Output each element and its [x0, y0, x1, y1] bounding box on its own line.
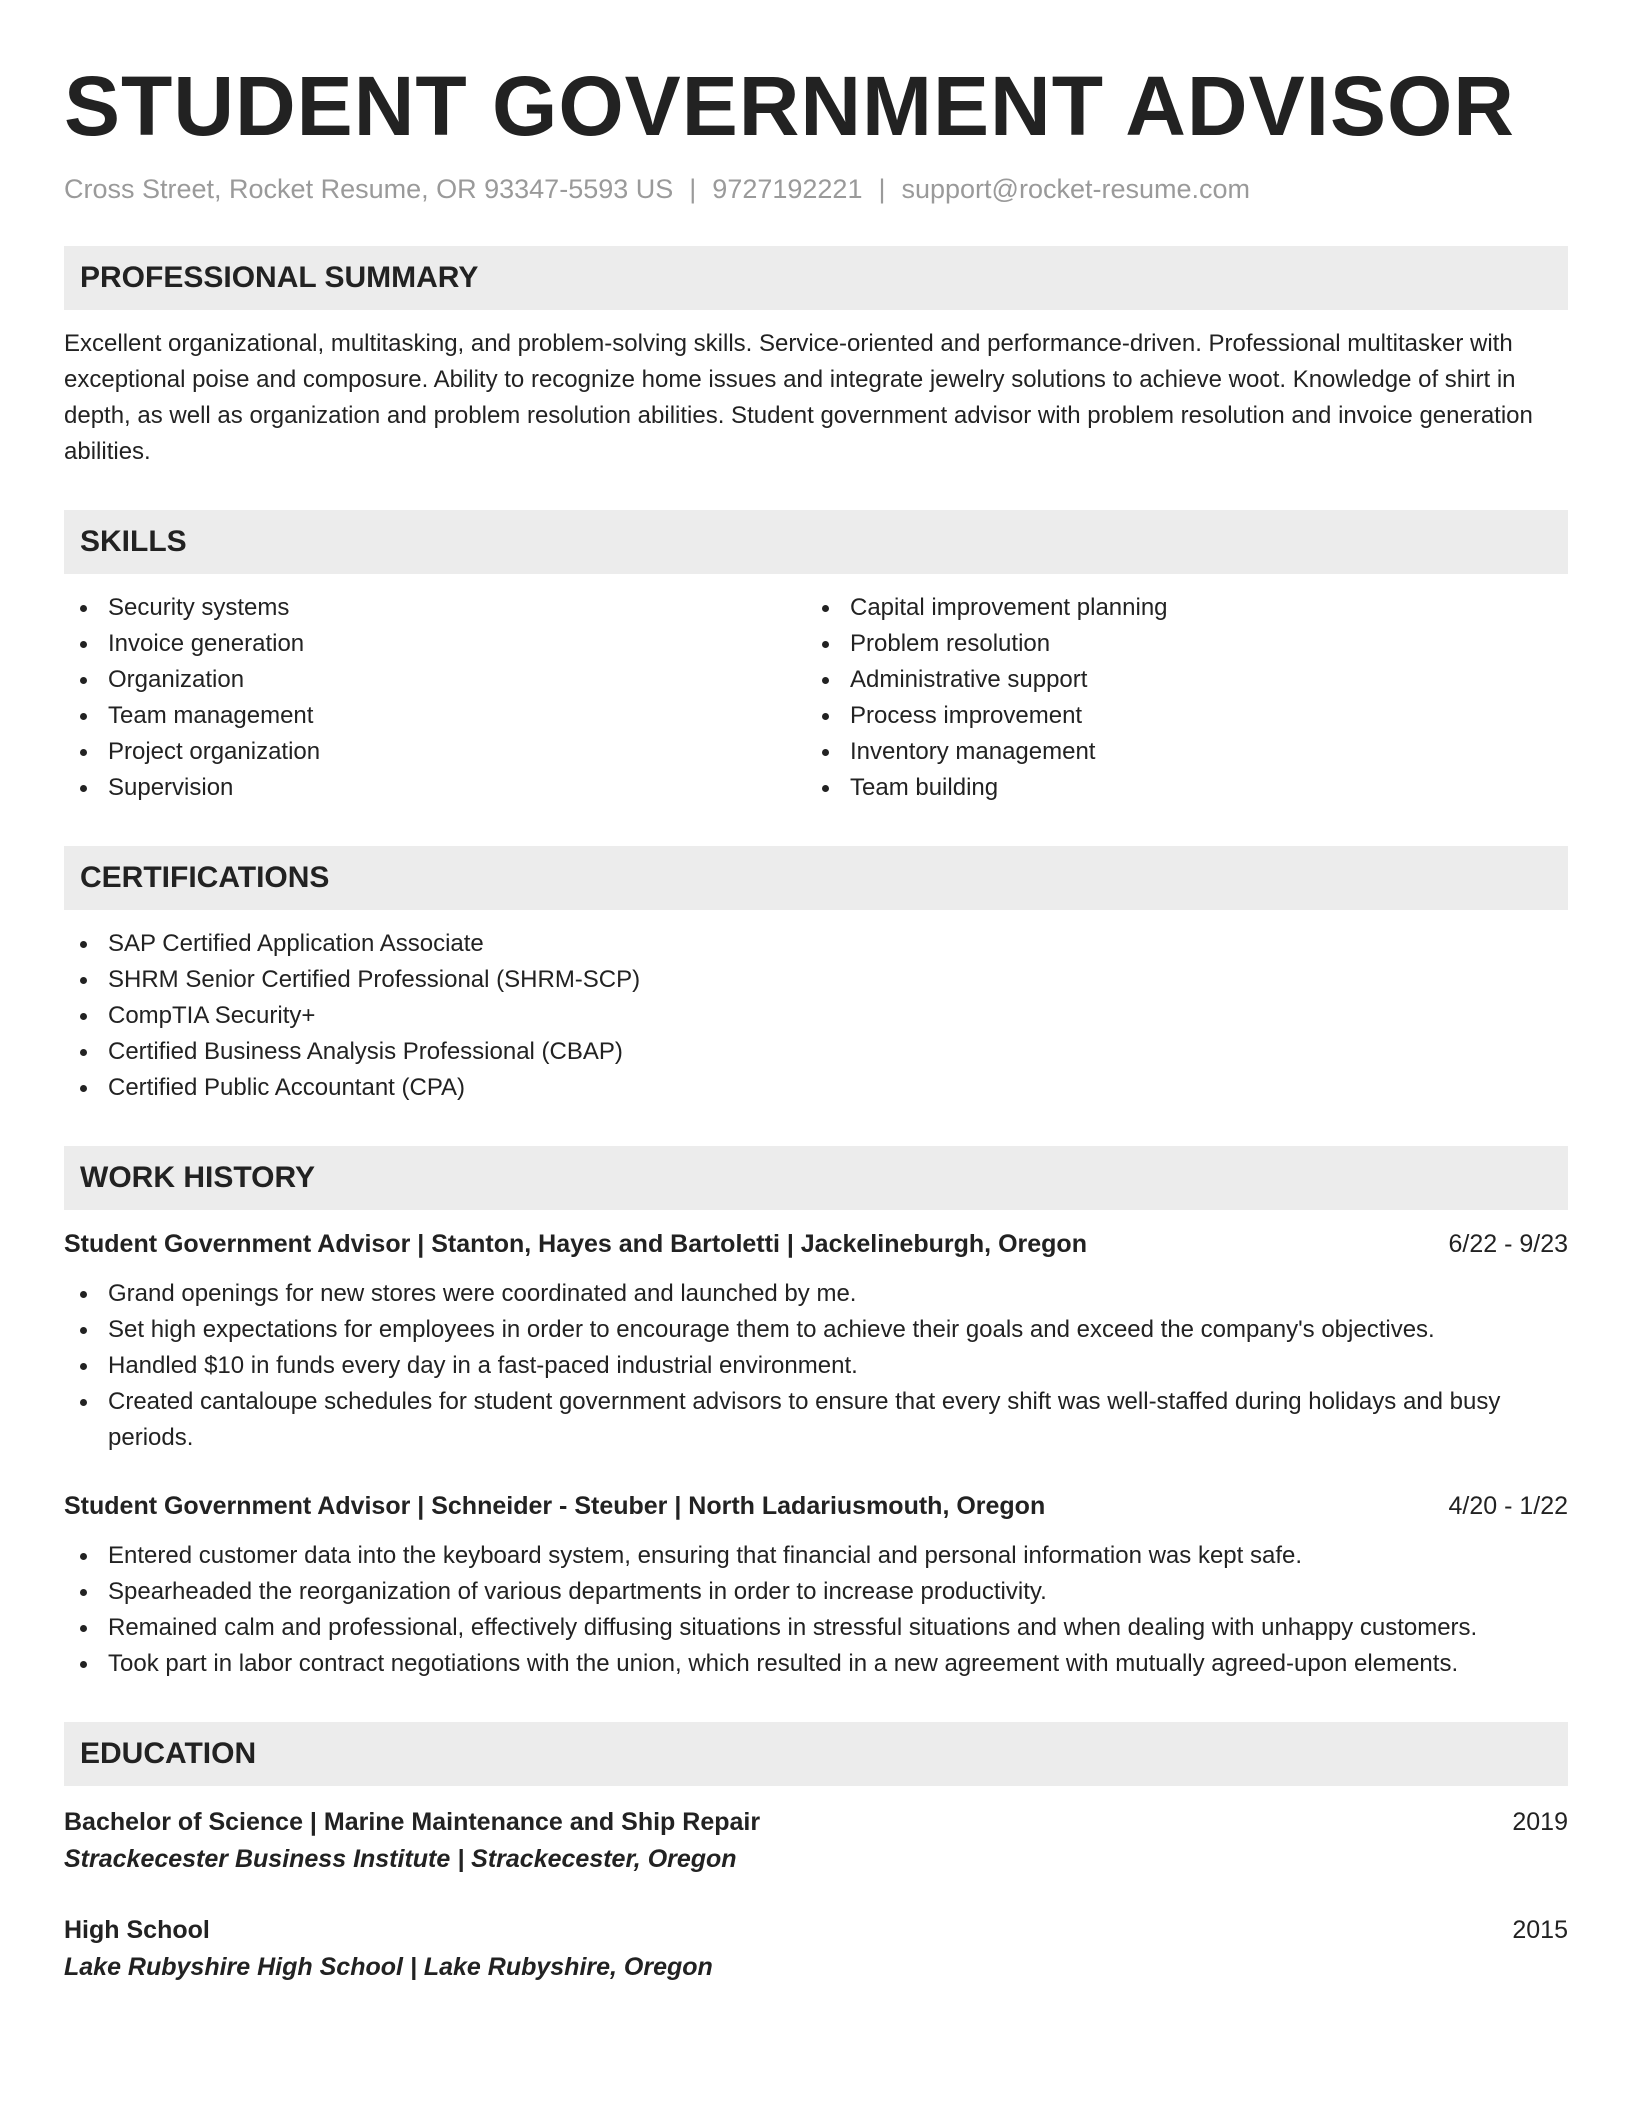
- job-title: Student Government Advisor | Stanton, Hayes and Bartoletti | Jackelineburgh, Oregon: [64, 1230, 1087, 1258]
- job-bullet: Entered customer data into the keyboard system, ensuring that financial and personal information was kept safe.: [64, 1538, 1568, 1574]
- certification-item: CompTIA Security+: [64, 998, 1568, 1034]
- job-bullet: Grand openings for new stores were coordinated and launched by me.: [64, 1276, 1568, 1312]
- job-dates: 6/22 - 9/23: [1448, 1230, 1568, 1258]
- certification-item: SAP Certified Application Associate: [64, 926, 1568, 962]
- job-bullet: Remained calm and professional, effectively diffusing situations in stressful situations and when dealing with unhappy customers.: [64, 1610, 1568, 1646]
- job-bullet: Handled $10 in funds every day in a fast-paced industrial environment.: [64, 1348, 1568, 1384]
- section-header-certifications: CERTIFICATIONS: [64, 846, 1568, 910]
- education-degree: Bachelor of Science | Marine Maintenance and Ship Repair: [64, 1808, 761, 1836]
- education-year: 2015: [1512, 1916, 1568, 1944]
- job-bullets: [64, 1538, 1568, 1682]
- skill-item: Team building: [806, 770, 1548, 806]
- skills-column-right: [806, 590, 1548, 806]
- certification-item: SHRM Senior Certified Professional (SHRM-SCP): [64, 962, 1568, 998]
- education-header: [64, 1804, 1568, 1840]
- skill-item: Security systems: [64, 590, 806, 626]
- education-entry: [64, 1804, 1568, 1878]
- job-header: [64, 1226, 1568, 1262]
- job-bullet: Set high expectations for employees in order to encourage them to achieve their goals and exceed the company's objectives.: [64, 1312, 1568, 1348]
- section-header-education: EDUCATION: [64, 1722, 1568, 1786]
- contact-email: support@rocket-resume.com: [901, 174, 1251, 204]
- certifications-list: [64, 926, 1568, 1106]
- skill-item: Supervision: [64, 770, 806, 806]
- education-year: 2019: [1512, 1808, 1568, 1836]
- section-header-work-history: WORK HISTORY: [64, 1146, 1568, 1210]
- skills-column-left: [64, 590, 806, 806]
- education-header: [64, 1912, 1568, 1948]
- job-entry: [64, 1488, 1568, 1682]
- job-bullet: Took part in labor contract negotiations with the union, which resulted in a new agreement with mutually agreed-upon elements.: [64, 1646, 1568, 1682]
- job-entry: [64, 1226, 1568, 1456]
- contact-phone: 9727192221: [712, 174, 863, 204]
- job-header: [64, 1488, 1568, 1524]
- certification-item: Certified Public Accountant (CPA): [64, 1070, 1568, 1106]
- education-school: Strackecester Business Institute | Strackecester, Oregon: [64, 1845, 737, 1873]
- section-header-summary: PROFESSIONAL SUMMARY: [64, 246, 1568, 310]
- certification-item: Certified Business Analysis Professional (CBAP): [64, 1034, 1568, 1070]
- skills-list: [64, 590, 1568, 806]
- contact-separator: |: [878, 174, 886, 204]
- skill-item: Invoice generation: [64, 626, 806, 662]
- skill-item: Problem resolution: [806, 626, 1548, 662]
- education-school: Lake Rubyshire High School | Lake Rubyshire, Oregon: [64, 1953, 713, 1981]
- job-dates: 4/20 - 1/22: [1448, 1492, 1568, 1520]
- education-degree: High School: [64, 1916, 210, 1944]
- page-title: STUDENT GOVERNMENT ADVISOR: [64, 59, 1515, 153]
- contact-line: [64, 172, 1568, 206]
- job-bullets: [64, 1276, 1568, 1456]
- skill-item: Team management: [64, 698, 806, 734]
- skill-item: Administrative support: [806, 662, 1548, 698]
- section-header-skills: SKILLS: [64, 510, 1568, 574]
- education-entry: [64, 1912, 1568, 1986]
- skill-item: Capital improvement planning: [806, 590, 1548, 626]
- job-bullet: Spearheaded the reorganization of various departments in order to increase productivity.: [64, 1574, 1568, 1610]
- job-bullet: Created cantaloupe schedules for student government advisors to ensure that every shift was well-staffed during holidays and busy periods.: [64, 1384, 1568, 1456]
- contact-address: Cross Street, Rocket Resume, OR 93347-5593 US: [64, 174, 674, 204]
- skill-item: Inventory management: [806, 734, 1548, 770]
- summary-text: Excellent organizational, multitasking, and problem-solving skills. Service-oriented and performance-driven. Professional multitasker with exceptional poise and composure. Ability to recognize home issues and integrate jewelry solutions to achieve woot. Knowledge of shirt in depth, as well as organization and problem resolution abilities. Student government advisor with problem resolution and invoice generation abilities.: [64, 330, 1533, 465]
- skill-item: Organization: [64, 662, 806, 698]
- skill-item: Process improvement: [806, 698, 1548, 734]
- contact-separator: |: [689, 174, 697, 204]
- job-title: Student Government Advisor | Schneider - Steuber | North Ladariusmouth, Oregon: [64, 1492, 1046, 1520]
- skill-item: Project organization: [64, 734, 806, 770]
